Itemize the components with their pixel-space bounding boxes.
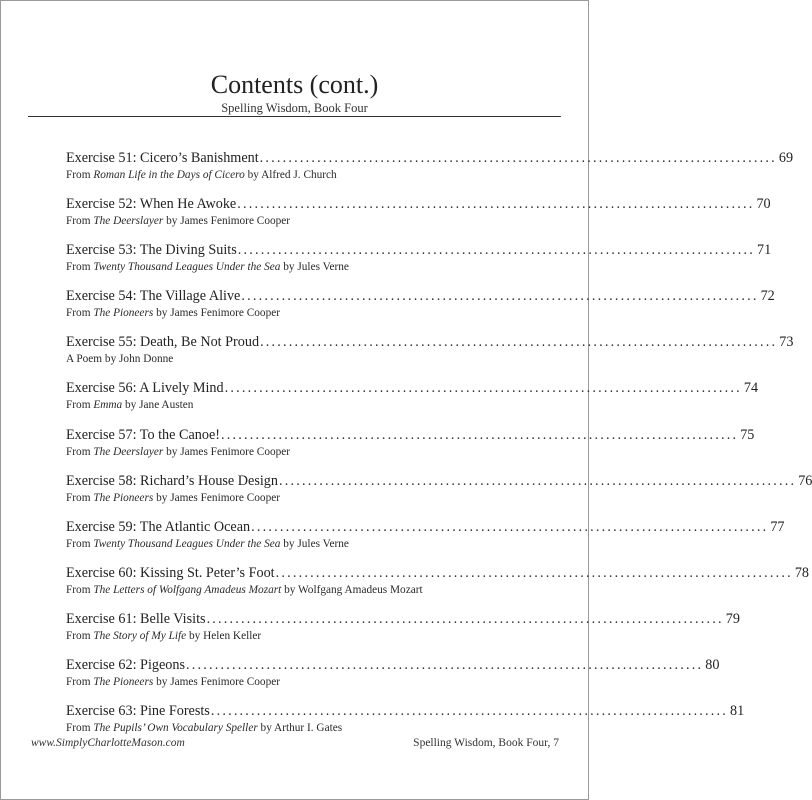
dot-leader: .......................................................................................... [278, 472, 797, 489]
toc-entry-heading [66, 610, 740, 628]
source-work-title: The Pupils’ Own Vocabulary Speller [93, 722, 258, 735]
source-work-title: The Pioneers [93, 491, 154, 504]
exercise-title: Exercise 60: Kissing St. Peter’s Foot [66, 564, 275, 581]
page-number: 76 [798, 472, 812, 489]
page-number: 74 [743, 380, 759, 397]
exercise-source [66, 306, 519, 320]
toc-entry-heading [66, 379, 759, 397]
exercise-source [66, 629, 519, 643]
toc-entry[interactable] [66, 333, 794, 379]
toc-entry[interactable] [66, 564, 810, 610]
source-prefix: From [66, 169, 94, 181]
source-prefix: From [66, 491, 94, 504]
dot-leader: .......................................................................................... [237, 196, 755, 213]
page-number: 78 [794, 564, 810, 581]
source-prefix: From [66, 676, 94, 689]
source-work-title: The Story of My Life [93, 629, 187, 642]
toc-entry-heading [66, 426, 755, 444]
source-work-title: The Deerslayer [93, 445, 164, 458]
source-author: by Jules Verne [280, 537, 349, 550]
exercise-title: Exercise 54: The Village Alive [66, 288, 241, 305]
exercise-title: Exercise 55: Death, Be Not Proud [66, 334, 260, 351]
exercise-source [66, 675, 519, 689]
exercise-source [66, 214, 519, 228]
dot-leader: .......................................................................................... [186, 657, 704, 674]
toc-entry[interactable] [66, 195, 771, 241]
page-number: 75 [740, 426, 755, 443]
toc-entry[interactable] [66, 426, 755, 472]
source-author: by Alfred J. Church [244, 169, 337, 181]
dot-leader: .......................................................................................... [220, 426, 739, 443]
toc-entry[interactable] [66, 656, 720, 702]
exercise-title: Exercise 56: A Lively Mind [66, 380, 224, 397]
source-author: by James Fenimore Cooper [163, 215, 291, 228]
page-header [0, 70, 589, 116]
toc-entry[interactable] [66, 518, 785, 564]
page-number: 79 [725, 610, 740, 627]
exercise-source [66, 260, 519, 274]
dot-leader: .......................................................................................... [237, 242, 755, 259]
source-author: by James Fenimore Cooper [153, 307, 281, 320]
source-author: by Arthur I. Gates [257, 722, 343, 735]
page-number: 73 [779, 334, 794, 351]
page-subtitle: Spelling Wisdom, Book Four [221, 101, 368, 115]
dot-leader: .......................................................................................... [206, 610, 724, 627]
dot-leader: .......................................................................................... [259, 150, 777, 166]
toc-entry-heading [66, 472, 812, 490]
toc-entry-heading [66, 702, 745, 720]
page-number: 80 [705, 657, 720, 674]
source-prefix: From [66, 307, 94, 320]
exercise-title: Exercise 51: Cicero’s Banishment [66, 150, 259, 166]
source-prefix: From [66, 445, 94, 458]
page-number: 77 [770, 518, 785, 535]
source-prefix: From [66, 537, 94, 550]
toc-entry-heading [66, 564, 810, 582]
exercise-source [66, 583, 519, 597]
source-work-title: Emma [93, 399, 123, 412]
exercise-title: Exercise 52: When He Awoke [66, 196, 237, 213]
header-divider [28, 116, 561, 117]
source-work-title: Roman Life in the Days of Cicero [93, 169, 245, 181]
toc-entry[interactable] [66, 149, 794, 195]
source-prefix: From [66, 722, 94, 735]
toc-entry[interactable] [66, 287, 775, 333]
source-work-title: The Pioneers [93, 307, 154, 320]
source-author: by Helen Keller [186, 629, 262, 642]
toc-entry-heading [66, 149, 794, 167]
source-work-title: The Letters of Wolfgang Amadeus Mozart [93, 583, 282, 596]
source-prefix: A Poem by John Donne [66, 353, 174, 366]
exercise-title: Exercise 57: To the Canoe! [66, 426, 220, 443]
exercise-source [66, 168, 519, 182]
dot-leader: .......................................................................................... [260, 334, 778, 351]
exercise-title: Exercise 53: The Diving Suits [66, 242, 237, 259]
page-number: 69 [778, 150, 794, 166]
source-author: by Wolfgang Amadeus Mozart [281, 583, 423, 596]
source-author: by Jules Verne [280, 261, 349, 274]
source-author: by James Fenimore Cooper [153, 676, 281, 689]
exercise-title: Exercise 58: Richard’s House Design [66, 472, 278, 489]
toc-entry-heading [66, 333, 794, 351]
exercise-source [66, 445, 519, 459]
toc-entry-heading [66, 656, 720, 674]
exercise-source [66, 537, 519, 551]
source-prefix: From [66, 629, 94, 642]
exercise-source [66, 491, 519, 505]
exercise-source [66, 398, 519, 412]
source-author: by Jane Austen [122, 399, 194, 412]
page-number: 70 [756, 196, 771, 213]
toc-entry-heading [66, 195, 771, 213]
source-prefix: From [66, 215, 94, 228]
footer-page-label: Spelling Wisdom, Book Four, 7 [413, 737, 559, 749]
toc-entry[interactable] [66, 241, 772, 287]
exercise-source [66, 352, 519, 366]
dot-leader: .......................................................................................... [251, 518, 769, 535]
dot-leader: .......................................................................................... [224, 380, 742, 397]
source-work-title: Twenty Thousand Leagues Under the Sea [93, 261, 281, 274]
footer-website[interactable]: www.SimplyCharlotteMason.com [31, 737, 185, 749]
source-work-title: The Deerslayer [93, 215, 164, 228]
toc-entry-heading [66, 518, 785, 536]
toc-entry[interactable] [66, 610, 740, 656]
page-number: 71 [756, 242, 772, 259]
toc-entry[interactable] [66, 472, 812, 518]
exercise-title: Exercise 63: Pine Forests [66, 703, 210, 720]
dot-leader: .......................................................................................... [241, 288, 759, 305]
source-work-title: Twenty Thousand Leagues Under the Sea [93, 537, 281, 550]
toc-entry-heading [66, 287, 775, 305]
table-of-contents [66, 149, 812, 748]
exercise-title: Exercise 61: Belle Visits [66, 610, 206, 627]
page-title: Contents (cont.) [210, 70, 379, 99]
page-number: 72 [760, 288, 775, 305]
source-prefix: From [66, 399, 94, 412]
exercise-title: Exercise 62: Pigeons [66, 657, 185, 674]
dot-leader: .......................................................................................... [275, 564, 793, 581]
toc-entry[interactable] [66, 379, 759, 425]
source-prefix: From [66, 261, 94, 274]
source-prefix: From [66, 583, 94, 596]
page-footer [31, 737, 559, 749]
dot-leader: .......................................................................................... [210, 703, 729, 720]
source-author: by James Fenimore Cooper [153, 491, 281, 504]
page-number: 81 [730, 703, 745, 720]
exercise-title: Exercise 59: The Atlantic Ocean [66, 518, 251, 535]
toc-entry-heading [66, 241, 772, 259]
exercise-source [66, 721, 519, 735]
source-author: by James Fenimore Cooper [163, 445, 291, 458]
source-work-title: The Pioneers [93, 676, 154, 689]
